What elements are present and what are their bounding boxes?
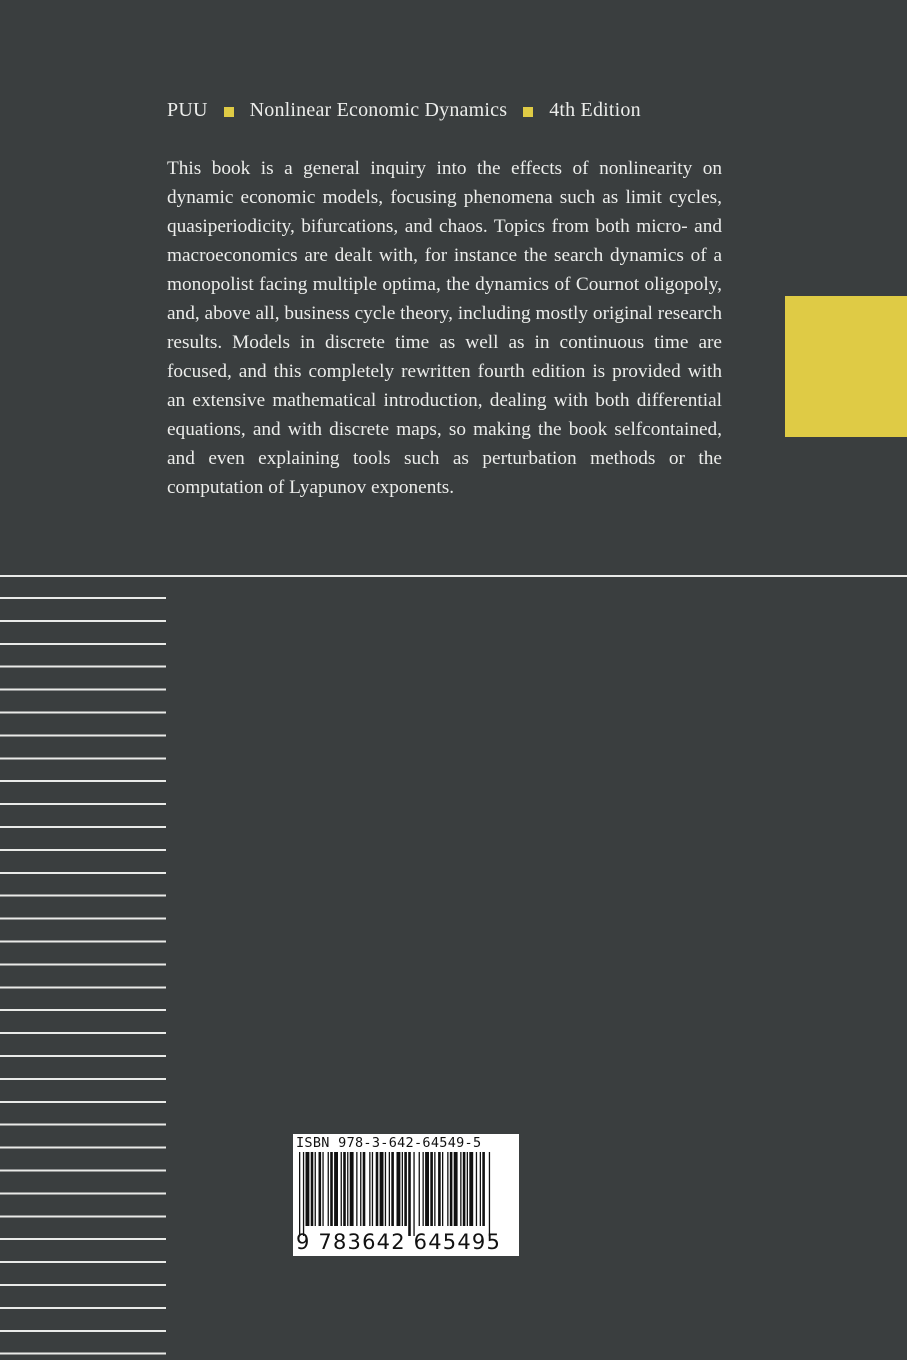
isbn-label: ISBN 978-3-642-64549-5 xyxy=(296,1135,482,1151)
barcode-bar xyxy=(363,1152,366,1226)
book-title: Nonlinear Economic Dynamics xyxy=(249,99,508,121)
barcode-bar xyxy=(347,1152,348,1226)
barcode-bar xyxy=(482,1152,485,1226)
barcode-bar xyxy=(328,1152,329,1226)
barcode-bar xyxy=(404,1152,407,1226)
barcode-bar xyxy=(391,1152,394,1226)
barcode-bar xyxy=(385,1152,386,1226)
yellow-accent-block xyxy=(785,296,907,437)
decorative-stripes xyxy=(0,597,166,1360)
barcode-bar xyxy=(306,1152,310,1226)
separator-square-icon xyxy=(523,107,533,117)
barcode-bar xyxy=(434,1152,435,1226)
barcode-bar xyxy=(369,1152,370,1226)
series-name: PUU xyxy=(167,99,208,121)
isbn-barcode-box xyxy=(293,1134,519,1256)
barcode-bar xyxy=(334,1152,338,1226)
barcode-bar xyxy=(341,1152,342,1226)
barcode-bar xyxy=(438,1152,441,1226)
series-header xyxy=(167,99,641,122)
barcode-bar xyxy=(315,1152,316,1226)
horizontal-divider xyxy=(0,575,907,577)
barcode-bar xyxy=(408,1152,411,1236)
edition-label: 4th Edition xyxy=(549,99,641,121)
barcode-bar xyxy=(460,1152,461,1226)
barcode-bar xyxy=(469,1152,473,1226)
barcode-bar xyxy=(450,1152,453,1226)
barcode-bar xyxy=(423,1152,424,1226)
ean-digits: 9 783642 645495 xyxy=(296,1230,502,1254)
barcode-bar xyxy=(397,1152,401,1226)
barcode-bar xyxy=(380,1152,384,1226)
barcode-bar xyxy=(425,1152,429,1226)
barcode-bar xyxy=(480,1152,481,1226)
barcode-bar xyxy=(454,1152,458,1226)
barcode-bar xyxy=(330,1152,333,1226)
barcode-bar xyxy=(372,1152,373,1226)
barcode-bar xyxy=(476,1152,477,1226)
barcode-bar xyxy=(356,1152,357,1226)
barcode-bar xyxy=(376,1152,379,1226)
barcode-bar xyxy=(350,1152,354,1226)
barcode-bar xyxy=(322,1152,323,1226)
barcode-bar xyxy=(413,1152,414,1236)
barcode-bar xyxy=(299,1152,300,1236)
barcode-bar xyxy=(467,1152,468,1226)
separator-square-icon xyxy=(224,107,234,117)
barcode-bar xyxy=(319,1152,322,1226)
barcode-bar xyxy=(447,1152,448,1226)
barcode-bar xyxy=(489,1152,490,1236)
barcode-bar xyxy=(303,1152,304,1236)
barcode-bar xyxy=(419,1152,420,1226)
barcode-bar xyxy=(311,1152,314,1226)
barcode-bar xyxy=(463,1152,466,1226)
barcode-bar xyxy=(442,1152,443,1226)
barcode-bar xyxy=(343,1152,346,1226)
barcode-bar xyxy=(402,1152,403,1226)
barcode-bar xyxy=(360,1152,361,1226)
barcode-bar xyxy=(389,1152,390,1226)
book-description: This book is a general inquiry into the effects of nonlinearity on dynamic economic models, focusing phenomena such as limit cycles, quasiperiodicity, bifurcations, and chaos. Topics from both micro- and macroeconomics are dealt with, for instance the search dynamics of a monopolist facing multiple optima, the dynamics of Cournot oligopoly, and, above all, business cycle theory, including mostly original research results. Models in discrete time as well as in continuous time are focused, and this completely rewritten fourth edition is provided with an extensive mathematical introduction, dealing with both differential equations, and with discrete maps, so making the book selfcontained, and even explaining tools such as perturbation methods or the computation of Lyapunov exponents. xyxy=(167,158,722,498)
barcode-bar xyxy=(430,1152,433,1226)
